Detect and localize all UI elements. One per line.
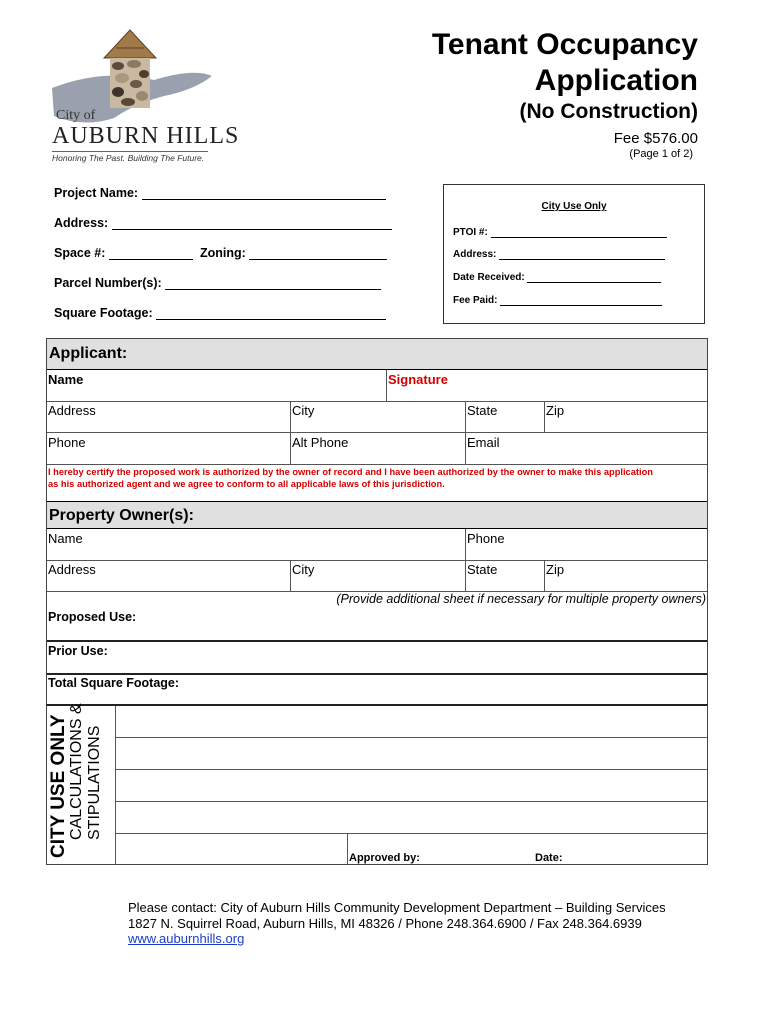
page-number: (Page 1 of 2) <box>629 148 693 160</box>
owner-zip-label: Zip <box>546 562 565 577</box>
applicant-zip-label: Zip <box>546 403 565 418</box>
proposed-use-label: Proposed Use: <box>48 610 137 624</box>
ptoi-label: PTOI #: <box>453 227 488 238</box>
certification-line1: I hereby certify the proposed work is authorized by the owner of record and I have been authorized by the owner to make this application <box>48 467 653 477</box>
project-name-line[interactable] <box>142 187 386 200</box>
applicant-address-label: Address <box>48 403 96 418</box>
date-received-field[interactable] <box>453 272 661 283</box>
row-divider <box>115 737 707 738</box>
space-label: Space #: <box>54 246 106 260</box>
owner-name-label: Name <box>48 531 83 546</box>
owner-additional-sheet-note: (Provide additional sheet if necessary for multiple property owners) <box>336 592 706 606</box>
owner-heading: Property Owner(s): <box>47 501 707 529</box>
parcel-line[interactable] <box>165 277 381 290</box>
row-divider <box>115 769 707 770</box>
applicant-heading: Applicant: <box>47 339 707 370</box>
logo-city-name: AUBURN HILLS <box>52 123 240 149</box>
zoning-field[interactable] <box>200 246 387 260</box>
stipulations-vertical-label: STIPULATIONS <box>86 725 103 840</box>
page-title-line2: Application <box>534 64 698 97</box>
prior-use-label: Prior Use: <box>48 644 108 658</box>
divider <box>386 370 387 401</box>
city-use-calculations-box <box>46 704 708 865</box>
ptoi-line[interactable] <box>491 227 667 238</box>
divider <box>544 401 545 432</box>
row-divider <box>47 401 707 402</box>
page-title-line1: Tenant Occupancy <box>431 28 698 61</box>
space-field[interactable] <box>54 246 193 260</box>
date-label: Date: <box>535 852 563 864</box>
calculations-vertical-label: CALCULATIONS & <box>68 703 85 840</box>
applicant-phone-label: Phone <box>48 435 86 450</box>
city-address-label: Address: <box>453 249 497 260</box>
divider <box>290 560 291 591</box>
square-footage-field[interactable] <box>54 306 386 320</box>
row-divider <box>115 833 707 834</box>
city-address-field[interactable] <box>453 249 665 260</box>
space-line[interactable] <box>109 247 193 260</box>
row-divider <box>47 673 707 675</box>
applicant-signature-label: Signature <box>388 372 448 387</box>
logo-divider <box>52 151 208 152</box>
page-subtitle: (No Construction) <box>519 100 698 123</box>
applicant-email-label: Email <box>467 435 500 450</box>
project-name-label: Project Name: <box>54 186 139 200</box>
certification-statement <box>48 466 653 490</box>
website-link[interactable]: www.auburnhills.org <box>128 931 245 946</box>
approved-by-label: Approved by: <box>349 852 420 864</box>
fee-amount: Fee $576.00 <box>613 130 698 147</box>
row-divider <box>115 801 707 802</box>
parcel-label: Parcel Number(s): <box>54 276 162 290</box>
applicant-state-label: State <box>467 403 498 418</box>
city-use-only-vertical-label: CITY USE ONLY <box>48 714 69 858</box>
applicant-city-label: City <box>292 403 315 418</box>
zoning-label: Zoning: <box>200 246 246 260</box>
city-address-line[interactable] <box>499 249 665 260</box>
parcel-field[interactable] <box>54 276 381 290</box>
square-footage-line[interactable] <box>156 307 386 320</box>
fee-paid-label: Fee Paid: <box>453 295 498 306</box>
logo-city-of: City of <box>56 108 96 123</box>
owner-state-label: State <box>467 562 498 577</box>
date-received-label: Date Received: <box>453 272 525 283</box>
city-use-title: City Use Only <box>541 201 607 212</box>
project-address-line[interactable] <box>112 217 392 230</box>
row-divider <box>47 560 707 561</box>
project-name-field[interactable] <box>54 186 386 200</box>
applicant-owner-section <box>46 338 708 706</box>
fee-paid-line[interactable] <box>500 295 662 306</box>
city-use-only-box <box>443 184 705 324</box>
owner-city-label: City <box>292 562 315 577</box>
row-divider <box>47 432 707 433</box>
owner-phone-label: Phone <box>467 531 505 546</box>
owner-address-label: Address <box>48 562 96 577</box>
ptoi-field[interactable] <box>453 227 667 238</box>
row-divider <box>47 464 707 465</box>
divider <box>544 560 545 591</box>
footer-contact-line2: 1827 N. Squirrel Road, Auburn Hills, MI 48326 / Phone 248.364.6900 / Fax 248.364.6939 <box>128 916 642 931</box>
certification-line2: as his authorized agent and we agree to conform to all applicable laws of this jurisdiction. <box>48 479 445 489</box>
zoning-line[interactable] <box>249 247 387 260</box>
applicant-alt-phone-label: Alt Phone <box>292 435 349 450</box>
footer-contact-line1: Please contact: City of Auburn Hills Community Development Department – Building Services <box>128 900 666 915</box>
square-footage-label: Square Footage: <box>54 306 153 320</box>
total-square-footage-label: Total Square Footage: <box>48 676 180 690</box>
project-address-field[interactable] <box>54 216 392 230</box>
logo-tagline: Honoring The Past. Building The Future. <box>52 153 205 163</box>
date-received-line[interactable] <box>527 272 661 283</box>
divider <box>115 706 116 864</box>
divider <box>347 833 348 864</box>
row-divider <box>47 640 707 642</box>
project-address-label: Address: <box>54 216 109 230</box>
applicant-name-label: Name <box>48 372 84 387</box>
fee-paid-field[interactable] <box>453 295 662 306</box>
